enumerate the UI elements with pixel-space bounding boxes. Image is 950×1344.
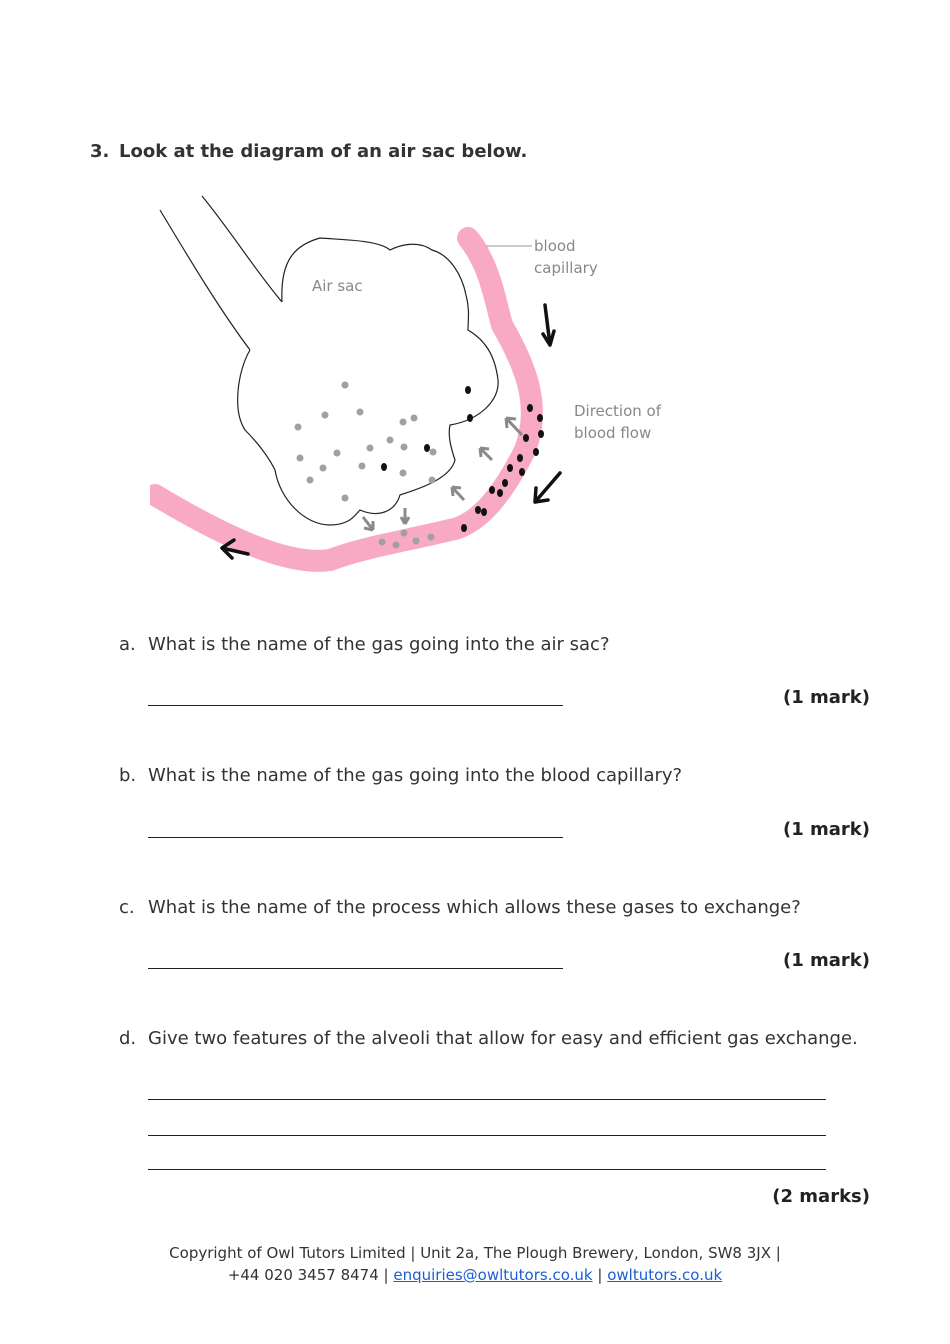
part-b-letter: b. — [119, 765, 137, 786]
part-c-letter: c. — [119, 897, 135, 918]
answer-line-b[interactable] — [148, 837, 563, 838]
question-number: 3. — [90, 141, 110, 162]
label-capillary: capillary — [534, 259, 598, 277]
footer-contact — [0, 1264, 950, 1286]
part-b-text: What is the name of the gas going into the blood capillary? — [148, 765, 683, 786]
airway-left-wall — [160, 210, 250, 350]
footer-website-link[interactable]: owltutors.co.uk — [607, 1266, 723, 1284]
label-blood-flow: blood flow — [574, 424, 652, 442]
footer — [0, 1242, 950, 1286]
part-d-letter: d. — [119, 1028, 137, 1049]
part-c-text: What is the name of the process which allows these gases to exchange? — [148, 897, 801, 918]
part-a — [119, 634, 610, 655]
part-b — [119, 765, 682, 786]
question-heading — [90, 141, 527, 162]
air-sac-svg — [150, 190, 670, 580]
part-d — [119, 1028, 858, 1049]
label-direction-of: Direction of — [574, 402, 661, 420]
part-d-text: Give two features of the alveoli that allow for easy and efficient gas exchange. — [148, 1028, 858, 1049]
air-sac-diagram — [150, 190, 670, 580]
marks-d: (2 marks) — [772, 1186, 870, 1207]
part-a-text: What is the name of the gas going into the air sac? — [148, 634, 610, 655]
marks-a: (1 mark) — [783, 687, 870, 708]
part-a-letter: a. — [119, 634, 136, 655]
footer-copyright: Copyright of Owl Tutors Limited | Unit 2a, The Plough Brewery, London, SW8 3JX | — [169, 1244, 781, 1262]
footer-phone: +44 020 3457 8474 | — [227, 1266, 389, 1284]
air-sac-outline — [238, 238, 498, 525]
marks-c: (1 mark) — [783, 950, 870, 971]
footer-email-link[interactable]: enquiries@owltutors.co.uk — [393, 1266, 593, 1284]
question-title: Look at the diagram of an air sac below. — [119, 141, 528, 162]
label-air-sac: Air sac — [312, 277, 363, 295]
airway-right-wall — [202, 196, 282, 302]
answer-line-d1[interactable] — [148, 1099, 826, 1100]
answer-line-a[interactable] — [148, 705, 563, 706]
part-c — [119, 897, 801, 918]
answer-line-d2[interactable] — [148, 1135, 826, 1136]
marks-b: (1 mark) — [783, 819, 870, 840]
label-blood: blood — [534, 237, 576, 255]
answer-line-d3[interactable] — [148, 1169, 826, 1170]
answer-line-c[interactable] — [148, 968, 563, 969]
footer-separator: | — [597, 1266, 603, 1284]
